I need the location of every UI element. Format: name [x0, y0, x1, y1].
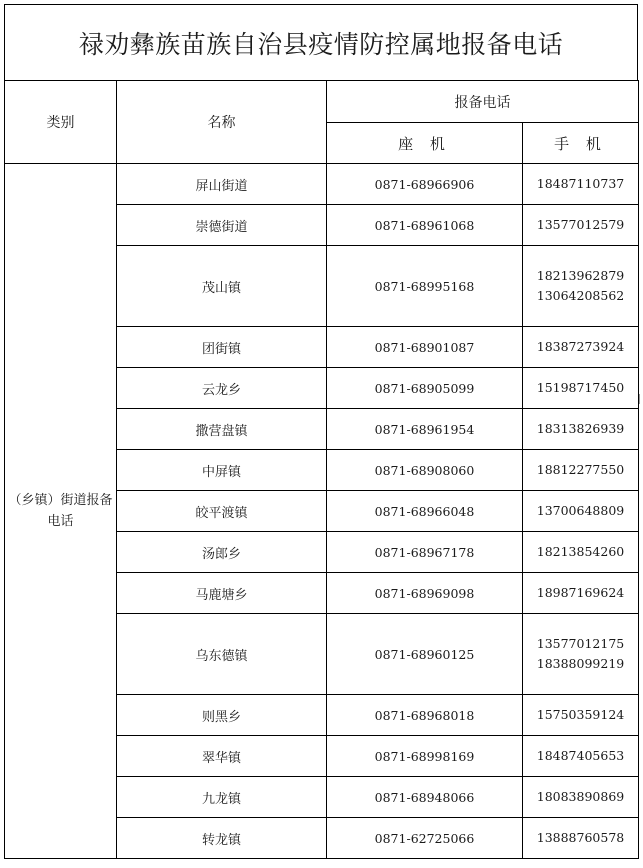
mobile-number: 18387273924: [536, 339, 625, 354]
town-name: 则黑乡: [117, 695, 327, 736]
mobile-cell: [523, 818, 639, 859]
mobile-number: 18812277550: [536, 462, 625, 477]
mobile-number: 18083890869: [536, 789, 625, 804]
landline-number: 0871-68961954: [327, 409, 523, 450]
landline-number: 0871-68967178: [327, 532, 523, 573]
town-name: 屏山街道: [117, 164, 327, 205]
mobile-cell: [523, 246, 639, 327]
landline-number: 0871-68966906: [327, 164, 523, 205]
mobile-cell: [523, 205, 639, 246]
mobile-number: 18313826939: [536, 421, 625, 436]
town-name: 崇德街道: [117, 205, 327, 246]
town-name: 皎平渡镇: [117, 491, 327, 532]
header-phone-group: 报备电话: [327, 81, 639, 123]
page-title: 禄劝彝族苗族自治县疫情防控属地报备电话: [4, 4, 638, 80]
mobile-cell: [523, 164, 639, 205]
mobile-number: 18213854260: [536, 544, 625, 559]
mobile-cell: [523, 614, 639, 695]
landline-number: 0871-68995168: [327, 246, 523, 327]
town-name: 团街镇: [117, 327, 327, 368]
town-name: 中屏镇: [117, 450, 327, 491]
edge-mark: [639, 394, 643, 404]
landline-number: 0871-68968018: [327, 695, 523, 736]
table-row: [5, 164, 639, 205]
mobile-cell: [523, 573, 639, 614]
mobile-number: 18487405653: [536, 748, 625, 763]
mobile-number: 15750359124: [536, 707, 625, 722]
header-mobile: 手 机: [523, 123, 639, 164]
landline-number: 0871-62725066: [327, 818, 523, 859]
mobile-number: 18388099219: [536, 656, 625, 671]
phone-table: [4, 80, 639, 859]
landline-number: 0871-68966048: [327, 491, 523, 532]
town-name: 云龙乡: [117, 368, 327, 409]
mobile-number: 15198717450: [536, 380, 625, 395]
header-row: [5, 81, 639, 123]
mobile-cell: [523, 450, 639, 491]
town-name: 马鹿塘乡: [117, 573, 327, 614]
category-cell: （乡镇）街道报备电话: [5, 164, 117, 859]
landline-number: 0871-68908060: [327, 450, 523, 491]
mobile-number: 13064208562: [536, 288, 625, 303]
header-landline: 座 机: [327, 123, 523, 164]
mobile-number: 18987169624: [536, 585, 625, 600]
town-name: 九龙镇: [117, 777, 327, 818]
mobile-cell: [523, 368, 639, 409]
mobile-cell: [523, 327, 639, 368]
landline-number: 0871-68901087: [327, 327, 523, 368]
mobile-number: 13577012175: [536, 636, 625, 651]
header-name: 名称: [117, 81, 327, 164]
town-name: 茂山镇: [117, 246, 327, 327]
mobile-number: 13700648809: [536, 503, 625, 518]
mobile-number: 13577012579: [536, 217, 625, 232]
town-name: 翠华镇: [117, 736, 327, 777]
town-name: 转龙镇: [117, 818, 327, 859]
mobile-cell: [523, 695, 639, 736]
landline-number: 0871-68969098: [327, 573, 523, 614]
mobile-cell: [523, 409, 639, 450]
landline-number: 0871-68961068: [327, 205, 523, 246]
landline-number: 0871-68948066: [327, 777, 523, 818]
mobile-number: 13888760578: [536, 830, 625, 845]
mobile-cell: [523, 736, 639, 777]
mobile-cell: [523, 491, 639, 532]
town-name: 撒营盘镇: [117, 409, 327, 450]
mobile-number: 18487110737: [536, 176, 625, 191]
landline-number: 0871-68960125: [327, 614, 523, 695]
mobile-cell: [523, 777, 639, 818]
landline-number: 0871-68998169: [327, 736, 523, 777]
mobile-number: 18213962879: [536, 268, 625, 283]
header-category: 类别: [5, 81, 117, 164]
landline-number: 0871-68905099: [327, 368, 523, 409]
town-name: 汤郎乡: [117, 532, 327, 573]
town-name: 乌东德镇: [117, 614, 327, 695]
mobile-cell: [523, 532, 639, 573]
